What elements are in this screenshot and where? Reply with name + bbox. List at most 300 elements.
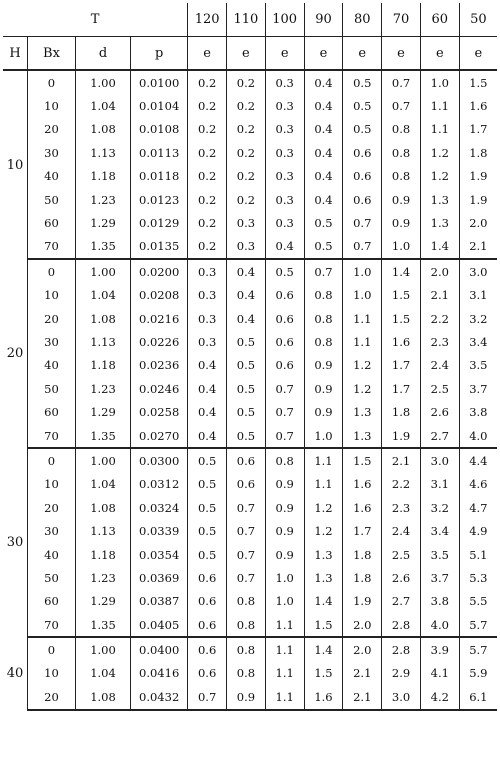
e-cell: 0.3 (197, 311, 217, 326)
e-cell: 0.4 (265, 235, 304, 259)
p-cell: 0.0312 (131, 473, 188, 496)
e-cell: 1.1 (420, 118, 459, 141)
e-cell: 0.6 (227, 473, 266, 496)
e-cell: 3.1 (459, 284, 497, 307)
e-cell: 0.3 (197, 288, 217, 303)
table-row (3, 235, 497, 259)
e-cell: 0.2 (227, 188, 266, 211)
d-cell: 1.00 (75, 70, 130, 94)
e-cell: 3.0 (382, 685, 421, 709)
e-cell: 0.4 (227, 307, 266, 330)
bx-cell: 30 (27, 519, 75, 542)
bx-cell: 20 (27, 496, 75, 519)
e-cell: 4.1 (420, 662, 459, 685)
e-cell: 0.2 (197, 122, 217, 137)
e-cell: 4.4 (459, 448, 497, 472)
e-cell: 0.8 (304, 307, 343, 330)
bx-cell: 60 (27, 400, 75, 423)
e-cell: 0.6 (227, 448, 266, 472)
p-header: p (131, 37, 188, 71)
e-cell: 4.0 (459, 424, 497, 448)
e-cell: 0.2 (197, 169, 217, 184)
e-cell: 0.7 (382, 94, 421, 117)
e-cell: 1.4 (304, 590, 343, 613)
e-cell: 5.1 (459, 543, 497, 566)
e-cell: 3.9 (420, 637, 459, 661)
p-cell: 0.0300 (131, 448, 188, 472)
e-cell: 1.0 (420, 70, 459, 94)
d-cell: 1.23 (75, 188, 130, 211)
e-cell: 2.7 (382, 590, 421, 613)
p-cell: 0.0400 (131, 637, 188, 661)
e-cell: 1.2 (343, 354, 382, 377)
e-cell: 6.1 (459, 685, 497, 709)
bx-cell: 30 (27, 141, 75, 164)
d-cell: 1.04 (75, 94, 130, 117)
d-cell: 1.13 (75, 330, 130, 353)
e-cell: 0.9 (227, 685, 266, 709)
temp-header: 100 (265, 3, 304, 37)
p-cell: 0.0270 (131, 424, 188, 448)
bx-cell: 0 (27, 259, 75, 283)
e-cell: 3.5 (459, 354, 497, 377)
d-cell: 1.18 (75, 354, 130, 377)
bx-cell: 10 (27, 662, 75, 685)
e-cell: 0.6 (197, 643, 217, 658)
e-cell: 0.5 (227, 354, 266, 377)
table-row (3, 330, 497, 353)
t-header: T (3, 3, 188, 37)
e-cell: 1.8 (343, 566, 382, 589)
e-cell: 2.3 (382, 496, 421, 519)
e-cell: 2.0 (459, 211, 497, 234)
header-row-temperature (3, 3, 497, 37)
e-cell: 5.9 (459, 662, 497, 685)
e-cell: 0.8 (227, 590, 266, 613)
p-cell: 0.0100 (131, 70, 188, 94)
e-cell: 0.9 (304, 354, 343, 377)
e-cell: 2.1 (343, 662, 382, 685)
table-row (3, 284, 497, 307)
temp-header: 70 (382, 3, 421, 37)
e-cell: 2.4 (382, 519, 421, 542)
e-header: e (343, 37, 382, 71)
e-cell: 0.6 (343, 188, 382, 211)
bx-cell: 30 (27, 330, 75, 353)
e-cell: 1.4 (382, 259, 421, 283)
h-group-label: 10 (3, 70, 27, 259)
e-cell: 0.3 (265, 94, 304, 117)
e-cell: 0.6 (188, 613, 227, 637)
table-row (3, 70, 497, 94)
e-cell: 3.0 (459, 259, 497, 283)
temp-header: 60 (420, 3, 459, 37)
table-row (3, 543, 497, 566)
p-cell: 0.0236 (131, 354, 188, 377)
d-cell: 1.35 (75, 613, 130, 637)
e-cell: 0.5 (197, 547, 217, 562)
e-cell: 1.9 (459, 188, 497, 211)
e-cell: 1.3 (304, 543, 343, 566)
e-cell: 0.8 (382, 118, 421, 141)
table-row (3, 94, 497, 117)
e-cell: 0.8 (265, 448, 304, 472)
d-cell: 1.00 (75, 448, 130, 472)
temp-header: 110 (227, 3, 266, 37)
p-cell: 0.0118 (131, 165, 188, 188)
e-cell: 2.1 (420, 284, 459, 307)
e-cell: 0.6 (343, 141, 382, 164)
e-cell: 0.7 (343, 211, 382, 234)
p-cell: 0.0129 (131, 211, 188, 234)
d-cell: 1.35 (75, 235, 130, 259)
e-cell: 1.7 (382, 354, 421, 377)
e-cell: 0.6 (265, 307, 304, 330)
bx-cell: 50 (27, 188, 75, 211)
bx-cell: 40 (27, 165, 75, 188)
e-cell: 1.2 (304, 519, 343, 542)
table-row (3, 613, 497, 637)
e-cell: 0.8 (227, 613, 266, 637)
e-cell: 0.3 (197, 264, 217, 279)
e-cell: 0.7 (265, 424, 304, 448)
e-cell: 1.1 (265, 662, 304, 685)
e-cell: 0.2 (227, 94, 266, 117)
e-cell: 4.0 (420, 613, 459, 637)
table-row (3, 141, 497, 164)
e-cell: 2.6 (420, 400, 459, 423)
e-cell: 0.7 (304, 259, 343, 283)
e-cell: 4.2 (420, 685, 459, 709)
h-group-label: 30 (3, 448, 27, 637)
e-cell: 0.3 (197, 334, 217, 349)
p-cell: 0.0135 (131, 235, 188, 259)
e-cell: 0.4 (304, 141, 343, 164)
e-cell: 0.6 (265, 354, 304, 377)
e-cell: 1.9 (382, 424, 421, 448)
bx-cell: 20 (27, 118, 75, 141)
e-cell: 0.5 (227, 377, 266, 400)
e-cell: 5.5 (459, 590, 497, 613)
bx-cell: 60 (27, 590, 75, 613)
e-cell: 0.3 (265, 211, 304, 234)
table-row (3, 354, 497, 377)
e-cell: 2.0 (343, 613, 382, 637)
e-cell: 1.5 (304, 662, 343, 685)
e-cell: 1.1 (420, 94, 459, 117)
e-cell: 0.5 (265, 259, 304, 283)
table-row (3, 448, 497, 472)
d-cell: 1.23 (75, 566, 130, 589)
bx-cell: 0 (27, 70, 75, 94)
p-cell: 0.0324 (131, 496, 188, 519)
d-cell: 1.04 (75, 284, 130, 307)
e-cell: 0.2 (227, 70, 266, 94)
e-cell: 0.5 (197, 500, 217, 515)
e-cell: 0.4 (304, 165, 343, 188)
bx-header: Bx (27, 37, 75, 71)
e-cell: 1.1 (343, 307, 382, 330)
e-cell: 1.9 (343, 590, 382, 613)
e-cell: 3.7 (459, 377, 497, 400)
e-cell: 1.1 (343, 330, 382, 353)
e-cell: 0.5 (343, 94, 382, 117)
e-cell: 0.5 (197, 477, 217, 492)
table-row (3, 519, 497, 542)
e-cell: 1.3 (304, 566, 343, 589)
p-cell: 0.0200 (131, 259, 188, 283)
table-row (3, 307, 497, 330)
e-cell: 1.3 (420, 188, 459, 211)
p-cell: 0.0432 (131, 685, 188, 709)
e-cell: 0.7 (382, 70, 421, 94)
table-row (3, 590, 497, 613)
e-cell: 0.2 (197, 192, 217, 207)
e-cell: 0.7 (343, 235, 382, 259)
e-cell: 0.9 (304, 377, 343, 400)
e-cell: 1.1 (265, 613, 304, 637)
e-cell: 0.7 (265, 377, 304, 400)
e-cell: 1.3 (343, 424, 382, 448)
p-cell: 0.0405 (131, 613, 188, 637)
h-group-label: 20 (3, 259, 27, 448)
h-group-label: 40 (3, 637, 27, 709)
e-cell: 1.5 (382, 307, 421, 330)
e-cell: 1.8 (343, 543, 382, 566)
d-cell: 1.29 (75, 590, 130, 613)
p-cell: 0.0369 (131, 566, 188, 589)
e-cell: 0.9 (382, 211, 421, 234)
e-cell: 1.1 (265, 637, 304, 661)
e-cell: 0.4 (227, 284, 266, 307)
e-cell: 0.5 (227, 330, 266, 353)
e-cell: 2.1 (343, 685, 382, 709)
table-row (3, 496, 497, 519)
e-cell: 0.5 (227, 400, 266, 423)
e-cell: 3.7 (420, 566, 459, 589)
e-cell: 0.2 (227, 165, 266, 188)
e-cell: 1.3 (420, 211, 459, 234)
e-cell: 2.5 (382, 543, 421, 566)
e-cell: 1.6 (304, 685, 343, 709)
e-cell: 0.6 (197, 594, 217, 609)
e-cell: 0.4 (197, 405, 217, 420)
p-cell: 0.0246 (131, 377, 188, 400)
bx-cell: 40 (27, 543, 75, 566)
table-row (3, 424, 497, 448)
e-cell: 0.2 (197, 145, 217, 160)
e-cell: 0.6 (343, 165, 382, 188)
e-cell: 0.2 (227, 118, 266, 141)
e-cell: 3.2 (459, 307, 497, 330)
e-cell: 2.0 (343, 637, 382, 661)
e-cell: 1.2 (420, 165, 459, 188)
bx-cell: 70 (27, 235, 75, 259)
e-cell: 1.1 (265, 685, 304, 709)
e-cell: 0.8 (382, 165, 421, 188)
h-header: H (3, 37, 27, 71)
e-cell: 3.5 (420, 543, 459, 566)
p-cell: 0.0113 (131, 141, 188, 164)
e-cell: 0.3 (265, 188, 304, 211)
e-cell: 2.2 (382, 473, 421, 496)
e-cell: 1.9 (459, 165, 497, 188)
d-cell: 1.29 (75, 211, 130, 234)
e-cell: 2.0 (420, 259, 459, 283)
e-cell: 0.4 (304, 70, 343, 94)
e-cell: 0.7 (227, 519, 266, 542)
e-cell: 3.1 (420, 473, 459, 496)
e-cell: 0.9 (265, 543, 304, 566)
bx-cell: 20 (27, 685, 75, 709)
e-cell: 0.8 (382, 141, 421, 164)
p-cell: 0.0258 (131, 400, 188, 423)
e-cell: 5.7 (459, 637, 497, 661)
p-cell: 0.0387 (131, 590, 188, 613)
e-cell: 1.8 (459, 141, 497, 164)
e-cell: 0.7 (227, 496, 266, 519)
e-cell: 1.7 (382, 377, 421, 400)
e-cell: 1.5 (304, 613, 343, 637)
e-cell: 1.7 (459, 118, 497, 141)
e-header: e (304, 37, 343, 71)
table-row (3, 662, 497, 685)
e-cell: 1.0 (265, 590, 304, 613)
d-cell: 1.13 (75, 141, 130, 164)
e-cell: 0.2 (197, 99, 217, 114)
e-cell: 0.3 (227, 235, 266, 259)
e-cell: 1.2 (343, 377, 382, 400)
temp-header: 80 (343, 3, 382, 37)
bx-cell: 70 (27, 613, 75, 637)
e-cell: 1.0 (382, 235, 421, 259)
header-row-columns (3, 37, 497, 71)
d-cell: 1.00 (75, 259, 130, 283)
e-cell: 0.5 (343, 118, 382, 141)
e-cell: 1.1 (304, 448, 343, 472)
e-cell: 0.3 (265, 141, 304, 164)
e-cell: 0.2 (188, 235, 227, 259)
e-cell: 0.6 (265, 284, 304, 307)
table-row (3, 211, 497, 234)
e-cell: 0.5 (304, 235, 343, 259)
e-cell: 1.6 (459, 94, 497, 117)
e-cell: 4.6 (459, 473, 497, 496)
e-cell: 0.5 (197, 453, 217, 468)
p-cell: 0.0108 (131, 118, 188, 141)
d-cell: 1.04 (75, 473, 130, 496)
data-table (3, 3, 497, 711)
e-cell: 0.9 (265, 473, 304, 496)
d-cell: 1.04 (75, 662, 130, 685)
d-cell: 1.35 (75, 424, 130, 448)
d-cell: 1.08 (75, 685, 130, 709)
e-cell: 0.9 (265, 496, 304, 519)
e-cell: 0.2 (227, 141, 266, 164)
table-row (3, 259, 497, 283)
e-cell: 0.5 (343, 70, 382, 94)
bx-cell: 40 (27, 354, 75, 377)
e-cell: 0.4 (197, 358, 217, 373)
d-cell: 1.23 (75, 377, 130, 400)
bx-cell: 10 (27, 473, 75, 496)
e-cell: 2.5 (420, 377, 459, 400)
bx-cell: 50 (27, 377, 75, 400)
table-row (3, 400, 497, 423)
e-cell: 1.0 (343, 284, 382, 307)
p-cell: 0.0226 (131, 330, 188, 353)
e-cell: 3.0 (420, 448, 459, 472)
e-cell: 1.5 (343, 448, 382, 472)
bx-cell: 10 (27, 94, 75, 117)
e-cell: 0.5 (227, 424, 266, 448)
d-cell: 1.08 (75, 496, 130, 519)
e-cell: 0.2 (197, 216, 217, 231)
e-cell: 4.9 (459, 519, 497, 542)
e-cell: 0.9 (265, 519, 304, 542)
e-cell: 0.6 (197, 570, 217, 585)
table-row (3, 566, 497, 589)
e-cell: 0.9 (382, 188, 421, 211)
e-cell: 0.4 (227, 259, 266, 283)
bx-cell: 10 (27, 284, 75, 307)
e-cell: 0.2 (197, 75, 217, 90)
e-cell: 1.5 (459, 70, 497, 94)
e-cell: 0.7 (265, 400, 304, 423)
bx-cell: 0 (27, 448, 75, 472)
e-cell: 0.6 (197, 666, 217, 681)
bx-cell: 20 (27, 307, 75, 330)
e-cell: 4.7 (459, 496, 497, 519)
e-cell: 0.4 (304, 118, 343, 141)
e-cell: 2.7 (420, 424, 459, 448)
d-cell: 1.13 (75, 519, 130, 542)
e-cell: 1.3 (343, 400, 382, 423)
e-cell: 2.8 (382, 613, 421, 637)
table-row (3, 637, 497, 661)
e-cell: 0.5 (304, 211, 343, 234)
table-body (3, 70, 497, 710)
e-cell: 2.1 (459, 235, 497, 259)
bx-cell: 60 (27, 211, 75, 234)
e-cell: 1.0 (304, 424, 343, 448)
e-cell: 2.6 (382, 566, 421, 589)
bx-cell: 50 (27, 566, 75, 589)
d-cell: 1.18 (75, 165, 130, 188)
table-row (3, 188, 497, 211)
e-cell: 0.8 (304, 330, 343, 353)
temp-header: 50 (459, 3, 497, 37)
e-cell: 3.2 (420, 496, 459, 519)
e-cell: 0.9 (304, 400, 343, 423)
e-cell: 1.2 (304, 496, 343, 519)
table-row (3, 473, 497, 496)
temp-header: 120 (188, 3, 227, 37)
e-cell: 0.3 (265, 118, 304, 141)
e-cell: 0.7 (188, 685, 227, 709)
e-cell: 0.8 (304, 284, 343, 307)
e-cell: 1.5 (382, 284, 421, 307)
e-cell: 3.4 (459, 330, 497, 353)
e-cell: 3.8 (420, 590, 459, 613)
e-cell: 1.1 (304, 473, 343, 496)
e-cell: 1.2 (420, 141, 459, 164)
e-cell: 1.6 (382, 330, 421, 353)
e-cell: 1.0 (343, 259, 382, 283)
d-cell: 1.08 (75, 118, 130, 141)
e-cell: 0.6 (265, 330, 304, 353)
bx-cell: 70 (27, 424, 75, 448)
